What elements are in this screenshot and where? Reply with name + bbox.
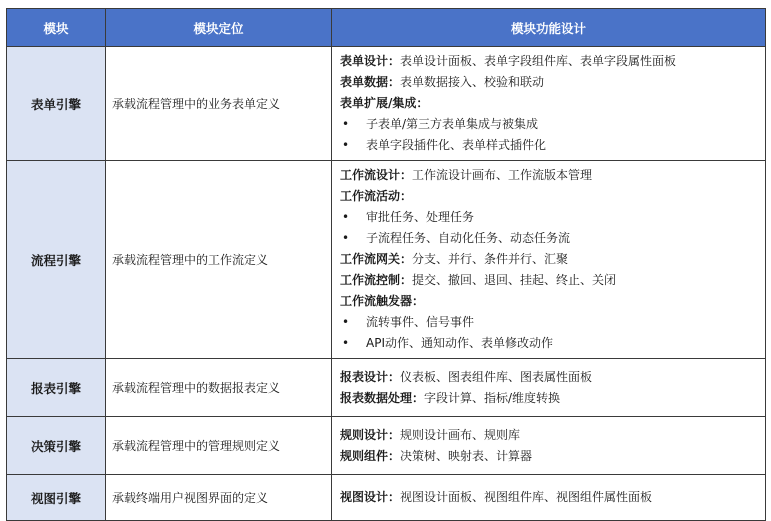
module-features (332, 359, 766, 417)
feature-key: 报表数据处理： (340, 390, 425, 405)
feature-key: 规则设计： (340, 427, 401, 442)
feature-line (340, 367, 757, 388)
module-name: 视图引擎 (7, 475, 106, 521)
feature-bullet: • 流转事件、信号事件 (340, 312, 757, 333)
feature-line (340, 425, 757, 446)
module-name: 报表引擎 (7, 359, 106, 417)
table-row (7, 417, 766, 475)
feature-key: 工作流设计： (340, 168, 413, 182)
module-features (332, 417, 766, 475)
feature-value: 表单设计面板、表单字段组件库、表单字段属性面板 (400, 54, 677, 68)
feature-key: 工作流网关： (340, 252, 413, 266)
feature-key: 报表设计： (340, 369, 401, 384)
feature-bullet: • 子表单/第三方表单集成与被集成 (340, 114, 757, 135)
module-position: 承载流程管理中的管理规则定义 (106, 417, 332, 475)
feature-value: 视图设计面板、视图组件库、视图组件属性面板 (400, 490, 653, 504)
feature-value: 分支、并行、条件并行、汇聚 (412, 252, 569, 266)
feature-key: 视图设计： (340, 490, 401, 504)
module-position: 承载流程管理中的数据报表定义 (106, 359, 332, 417)
header-row (7, 9, 766, 47)
feature-line (340, 165, 757, 186)
feature-value: 表单数据接入、校验和联动 (400, 75, 545, 89)
feature-key: 表单扩展/集成： (340, 96, 429, 110)
feature-line (340, 186, 757, 207)
feature-line (340, 249, 757, 270)
feature-value: 仪表板、图表组件库、图表属性面板 (400, 369, 593, 384)
table-row (7, 47, 766, 161)
module-name: 决策引擎 (7, 417, 106, 475)
module-position: 承载流程管理中的业务表单定义 (106, 47, 332, 161)
module-position: 承载终端用户视图界面的定义 (106, 475, 332, 521)
module-features (332, 475, 766, 521)
feature-key: 表单设计： (340, 54, 401, 68)
feature-key: 工作流触发器： (340, 294, 425, 308)
module-features (332, 47, 766, 161)
table-row (7, 475, 766, 521)
feature-key: 规则组件： (340, 448, 401, 463)
feature-bullet: • 表单字段插件化、表单样式插件化 (340, 135, 757, 156)
module-name: 流程引擎 (7, 161, 106, 359)
feature-bullet: • 子流程任务、自动化任务、动态任务流 (340, 228, 757, 249)
header-module: 模块 (7, 9, 106, 47)
feature-bullet: • API动作、通知动作、表单修改动作 (340, 333, 757, 354)
feature-line (340, 291, 757, 312)
feature-value: 决策树、映射表、计算器 (400, 448, 533, 463)
table-row (7, 359, 766, 417)
feature-key: 工作流控制： (340, 273, 413, 287)
header-features: 模块功能设计 (332, 9, 766, 47)
feature-value: 提交、撤回、退回、挂起、终止、关闭 (412, 273, 617, 287)
feature-line (340, 72, 757, 93)
feature-value: 规则设计画布、规则库 (400, 427, 521, 442)
module-name: 表单引擎 (7, 47, 106, 161)
feature-line (340, 270, 757, 291)
feature-line (340, 487, 757, 508)
feature-key: 工作流活动： (340, 189, 413, 203)
feature-line (340, 446, 757, 467)
module-features (332, 161, 766, 359)
feature-line (340, 388, 757, 409)
module-table (6, 8, 766, 521)
feature-value: 字段计算、指标/维度转换 (424, 390, 561, 405)
feature-line (340, 93, 757, 114)
feature-line (340, 51, 757, 72)
module-position: 承载流程管理中的工作流定义 (106, 161, 332, 359)
feature-bullet: • 审批任务、处理任务 (340, 207, 757, 228)
feature-key: 表单数据： (340, 75, 401, 89)
header-position: 模块定位 (106, 9, 332, 47)
feature-value: 工作流设计画布、工作流版本管理 (412, 168, 593, 182)
table-row (7, 161, 766, 359)
